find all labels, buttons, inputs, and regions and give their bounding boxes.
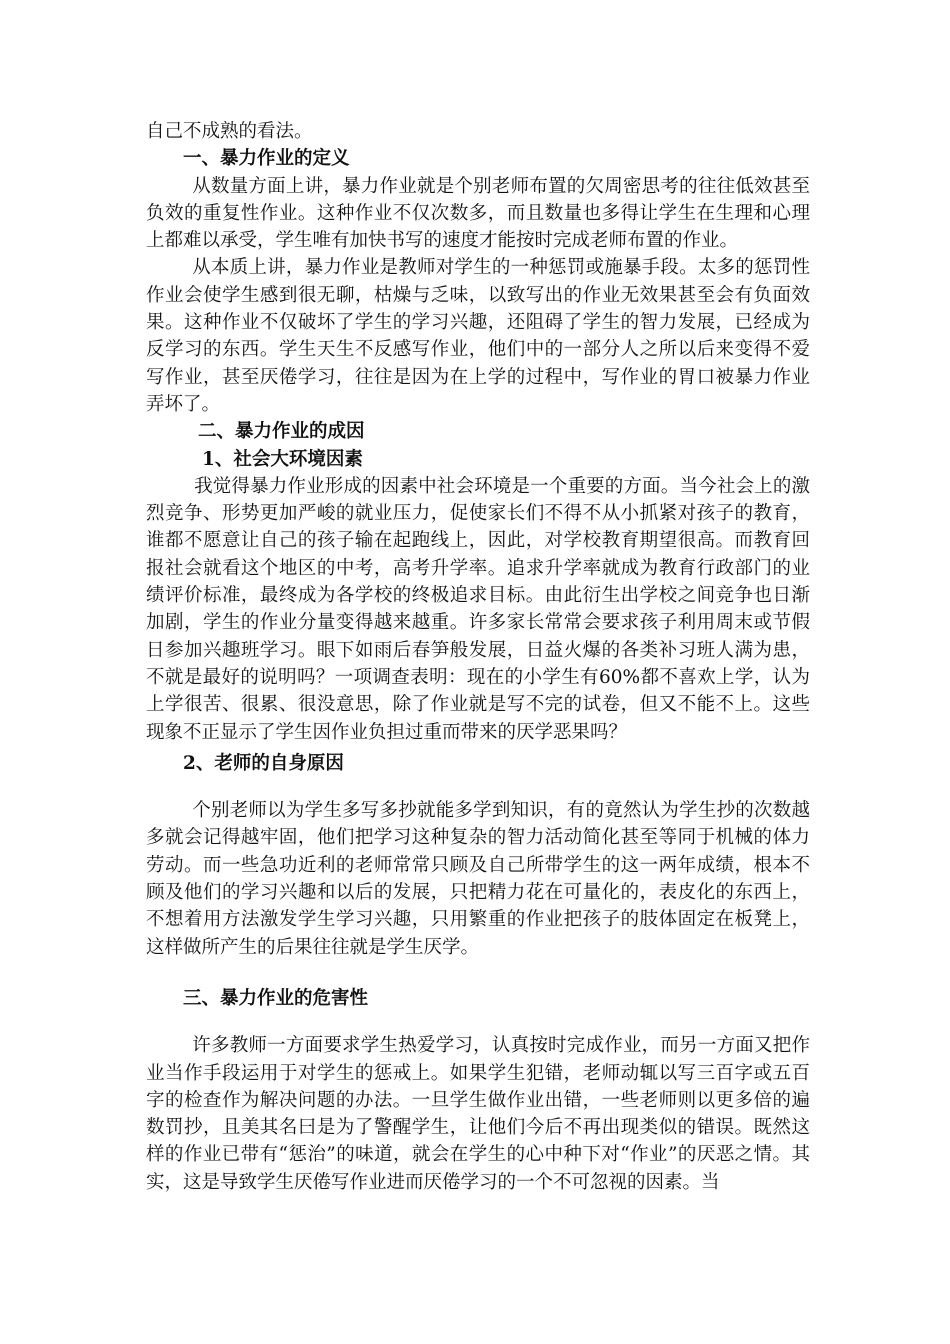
section2-sub2-paragraph: 个别老师以为学生多写多抄就能多学到知识，有的竟然认为学生抄的次数越多就会记得越牢固，他们把学习这种复杂的智力活动简化甚至等同于机械的体力劳动。而一些急功近利的老师常常只顾及自己所带学生的这一两年成绩，根本不顾及他们的学习兴趣和以后的发展，只把精力花在可量化的，表皮化的东西上，不想着用方法激发学生学习兴趣，只用繁重的作业把孩子的肢体固定在板凳上，这样做所产生的后果往往就是学生厌学。 <box>146 800 810 958</box>
section3-heading: 三、暴力作业的危害性 <box>183 987 369 1009</box>
section1-heading: 一、暴力作业的定义 <box>183 148 350 170</box>
section2-sub1-paragraph: 我觉得暴力作业形成的因素中社会环境是一个重要的方面。当今社会上的激烈竞争、形势更加严峻的就业压力，促使家长们不得不从小抓紧对孩子的教育，谁都不愿意让自己的孩子输在起跑线上，因此，对学校教育期望很高。而教育回报社会就看这个地区的中考，高考升学率。追求升学率就成为教育行政部门的业绩评价标准，最终成为各学校的终极追求目标。由此衍生出学校之间竞争也日渐加剧，学生的作业分量变得越来越重。许多家长常常会要求孩子利用周末或节假日参加兴趣班学习。眼下如雨后春笋般发展，日益火爆的各类补习班人满为患，不就是最好的说明吗？一项调查表明：现在的小学生有60%都不喜欢上学，认为上学很苦、很累、很没意思，除了作业就是写不完的试卷，但又不能不上。这些现象不正显示了学生因作业负担过重而带来的厌学恶果吗？ <box>146 475 810 743</box>
section3-paragraph: 许多教师一方面要求学生热爱学习，认真按时完成作业，而另一方面又把作业当作手段运用于对学生的惩戒上。如果学生犯错，老师动辄以写三百字或五百字的检查作为解决问题的办法。一旦学生做作业出错，一些老师则以更多倍的遍数罚抄，且美其名曰是为了警醒学生，让他们今后不再出现类似的错误。既然这样的作业已带有“惩治”的味道，就会在学生的心中种下对“作业”的厌恶之情。其实，这是导致学生厌倦写作业进而厌倦学习的一个不可忽视的因素。当 <box>146 1035 810 1193</box>
section2-sub1-heading: 1、社会大环境因素 <box>202 448 363 470</box>
section2-heading: 二、暴力作业的成因 <box>198 421 365 443</box>
section1-paragraph-1: 从数量方面上讲，暴力作业就是个别老师布置的欠周密思考的往往低效甚至负效的重复性作业。这种作业不仅次数多，而且数量也多得让学生在生理和心理上都难以承受，学生唯有加快书写的速度才能按时完成老师布置的作业。 <box>146 175 810 252</box>
section1-paragraph-2: 从本质上讲，暴力作业是教师对学生的一种惩罚或施暴手段。太多的惩罚性作业会使学生感到很无聊，枯燥与乏味，以致写出的作业无效果甚至会有负面效果。这种作业不仅破坏了学生的学习兴趣，还阻碍了学生的智力发展，已经成为反学习的东西。学生天生不反感写作业，他们中的一部分人之所以后来变得不爱写作业，甚至厌倦学习，往往是因为在上学的过程中，写作业的胃口被暴力作业弄坏了。 <box>146 257 810 415</box>
opening-line: 自己不成熟的看法。 <box>146 121 313 142</box>
section2-sub2-heading: 2、老师的自身原因 <box>183 752 344 774</box>
document-page <box>146 118 810 1196</box>
